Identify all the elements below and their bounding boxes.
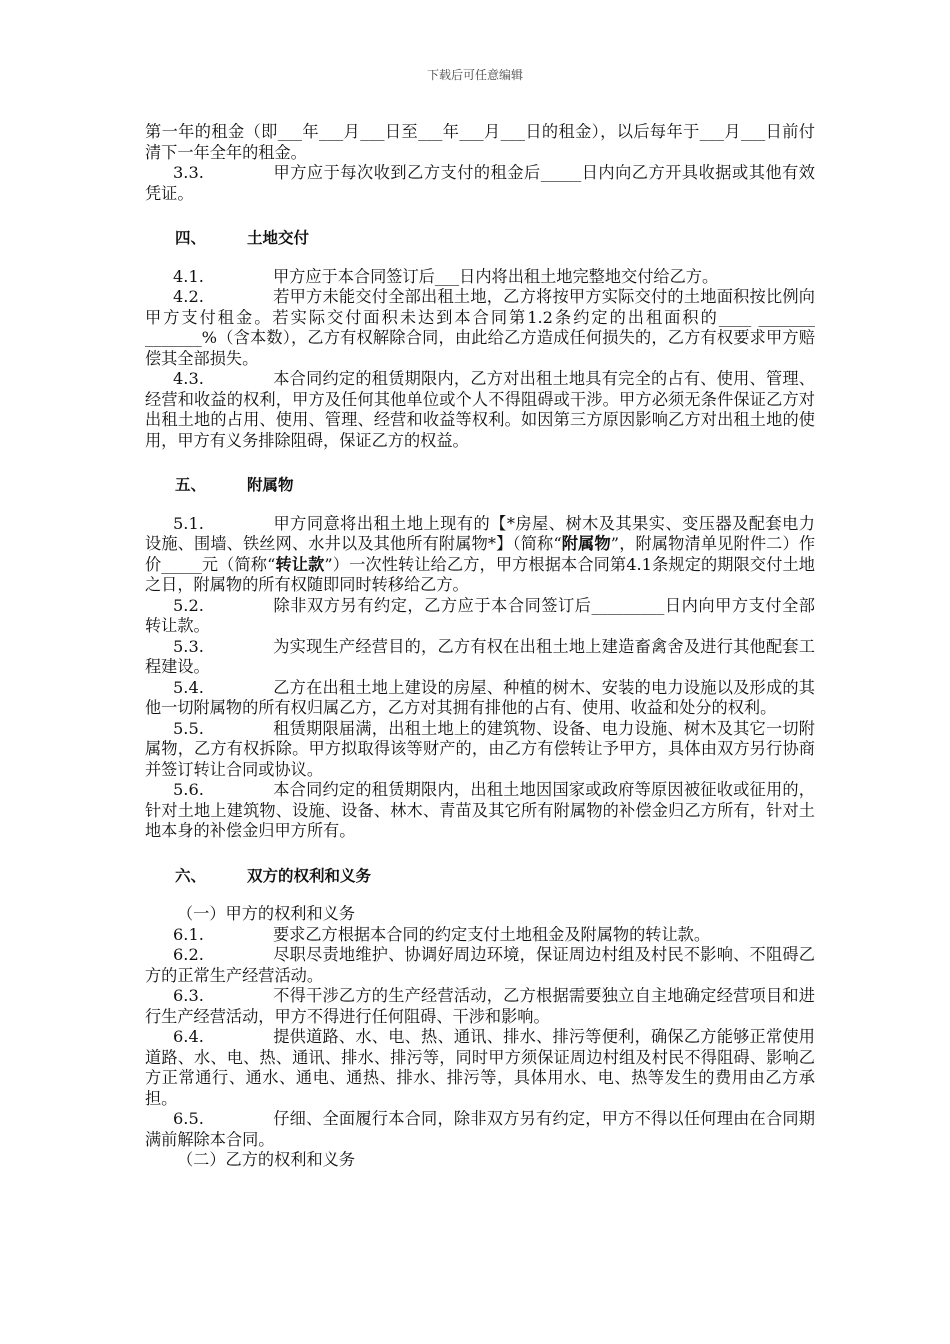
- section-5-heading: [145, 475, 815, 496]
- clause-number: 5.4.: [173, 677, 204, 697]
- clause-5-3: [145, 637, 815, 678]
- clause-4-1: [145, 267, 815, 288]
- clause-5-6: [145, 780, 815, 842]
- clause-5-1: [145, 514, 815, 596]
- clause-3-3: [145, 163, 815, 204]
- clause-6-4: [145, 1027, 815, 1109]
- clause-text: 本合同约定的租赁期限内，出租土地因国家或政府等原因被征收或征用的，针对土地上建筑物、设施、设备、林木、青苗及其它所有附属物的补偿金归乙方所有，针对土地本身的补偿金归甲方所有。: [145, 780, 815, 840]
- subheading-party-a: （一）甲方的权利和义务: [177, 904, 356, 923]
- clause-number: 6.5.: [173, 1109, 204, 1128]
- clause-number: 6.4.: [173, 1027, 204, 1046]
- subheading-party-b: （二）乙方的权利和义务: [177, 1150, 356, 1169]
- clause-6-5: [145, 1109, 815, 1150]
- clause-text: 除非双方另有约定，乙方应于本合同签订后_________日内向甲方支付全部转让款。: [145, 595, 815, 635]
- clause-text: 为实现生产经营目的，乙方有权在出租土地上建造畜禽舍及进行其他配套工程建设。: [145, 636, 815, 676]
- document-body: [145, 122, 815, 1171]
- section-number: 六、: [175, 866, 207, 885]
- clause-text-c: ”，附属物清单见附件二）作价_____元（简称“: [145, 534, 816, 574]
- clause-text-a: 甲方同意将出租土地上现有的【*房屋、树木及其果实、变压器及配套电力设施、围墙、铁丝网、水井以及其他所有附属物*】（简称“: [145, 513, 815, 553]
- clause-4-3: [145, 369, 815, 451]
- clause-number: 5.3.: [173, 636, 204, 656]
- clause-text: 乙方在出租土地上建设的房屋、种植的树木、安装的电力设施以及形成的其他一切附属物的所有权归属乙方，乙方对其拥有排他的占有、使用、收益和处分的权利。: [145, 677, 815, 717]
- clause-text: 提供道路、水、电、热、通讯、排水、排污等便利，确保乙方能够正常使用道路、水、电、热、通讯、排水、排污等，同时甲方须保证周边村组及村民不得阻碍、影响乙方正常通行、通水、通电、通热、排水、排污等，具体用水、电、热等发生的费用由乙方承担。: [145, 1027, 815, 1108]
- clause-number: 4.2.: [173, 287, 204, 306]
- clause-6-2: [145, 945, 815, 986]
- clause-6-1: [145, 925, 815, 946]
- clause-text: 甲方应于本合同签订后___日内将出租土地完整地交付给乙方。: [273, 266, 719, 286]
- clause-number: 5.6.: [173, 780, 204, 799]
- clause-5-4: [145, 678, 815, 719]
- section-title: 土地交付: [247, 229, 310, 247]
- clause-number: 5.5.: [173, 718, 204, 738]
- clause-text: 租赁期限届满，出租土地上的建筑物、设备、电力设施、树木及其它一切附属物，乙方有权拆除。甲方拟取得该等财产的，由乙方有偿转让予甲方，具体由双方另行协商并签订转让合同或协议。: [145, 718, 815, 779]
- clause-number: 4.1.: [173, 266, 204, 286]
- clause-number: 4.3.: [173, 369, 204, 388]
- clause-text: 本合同约定的租赁期限内，乙方对出租土地具有完全的占有、使用、管理、经营和收益的权利，甲方及任何其他单位或个人不得阻碍或干涉。甲方必须无条件保证乙方对出租土地的占用、使用、管理、经营和收益等权利。如因第三方原因影响乙方对出租土地的使用，甲方有义务排除阻碍，保证乙方的权益。: [145, 369, 815, 450]
- clause-number: 5.1.: [173, 513, 204, 533]
- clause-number: 6.3.: [173, 986, 204, 1005]
- clause-number: 6.2.: [173, 945, 204, 964]
- term-attachments: 附属物: [561, 534, 611, 553]
- clause-text: 尽职尽责地维护、协调好周边环境，保证周边村组及村民不影响、不阻碍乙方的正常生产经营活动。: [145, 945, 815, 985]
- clause-number: 3.3.: [173, 163, 204, 182]
- section-title: 双方的权利和义务: [247, 866, 372, 885]
- page-header-note: 下载后可任意编辑: [426, 68, 523, 82]
- section-4-heading: [145, 228, 815, 249]
- clause-text: 要求乙方根据本合同的约定支付土地租金及附属物的转让款。: [273, 924, 711, 944]
- section-title: 附属物: [247, 476, 294, 494]
- section-number: 五、: [175, 476, 207, 494]
- section-6-heading: [145, 866, 815, 887]
- clause-text: 不得干涉乙方的生产经营活动，乙方根据需要独立自主地确定经营项目和进行生产经营活动，甲方不得进行任何阻碍、干涉和影响。: [145, 986, 815, 1026]
- section-number: 四、: [175, 229, 207, 247]
- clause-text: 仔细、全面履行本合同，除非双方另有约定，甲方不得以任何理由在合同期满前解除本合同。: [145, 1109, 815, 1149]
- clause-text: 甲方应于每次收到乙方支付的租金后_____日内向乙方开具收据或其他有效凭证。: [145, 163, 815, 203]
- clause-5-5: [145, 719, 815, 781]
- clause-4-2: [145, 287, 815, 369]
- clause-text-e: ”）一次性转让给乙方，甲方根据本合同第4.1条规定的期限交付土地之日，附属物的所有权随即同时转移给乙方。: [145, 554, 815, 594]
- clause-number: 5.2.: [173, 595, 204, 615]
- clause-5-2: [145, 596, 815, 637]
- clause-6-3: [145, 986, 815, 1027]
- clause-number: 6.1.: [173, 924, 204, 944]
- term-transfer-payment: 转让款: [275, 554, 325, 574]
- paragraph-rent-first-year: 第一年的租金（即___年___月___日至___年___月___日的租金），以后每年于___月___日前付清下一年全年的租金。: [145, 122, 815, 162]
- clause-text: 若甲方未能交付全部出租土地，乙方将按甲方实际交付的土地面积按比例向甲方支付租金。若实际交付面积未达到本合同第1.2条约定的出租面积的____ _______ _______%（含本数），乙方有权解除合同，由此给乙方造成任何损失的，乙方有权要求甲方赔偿其全部损失。: [145, 287, 815, 368]
